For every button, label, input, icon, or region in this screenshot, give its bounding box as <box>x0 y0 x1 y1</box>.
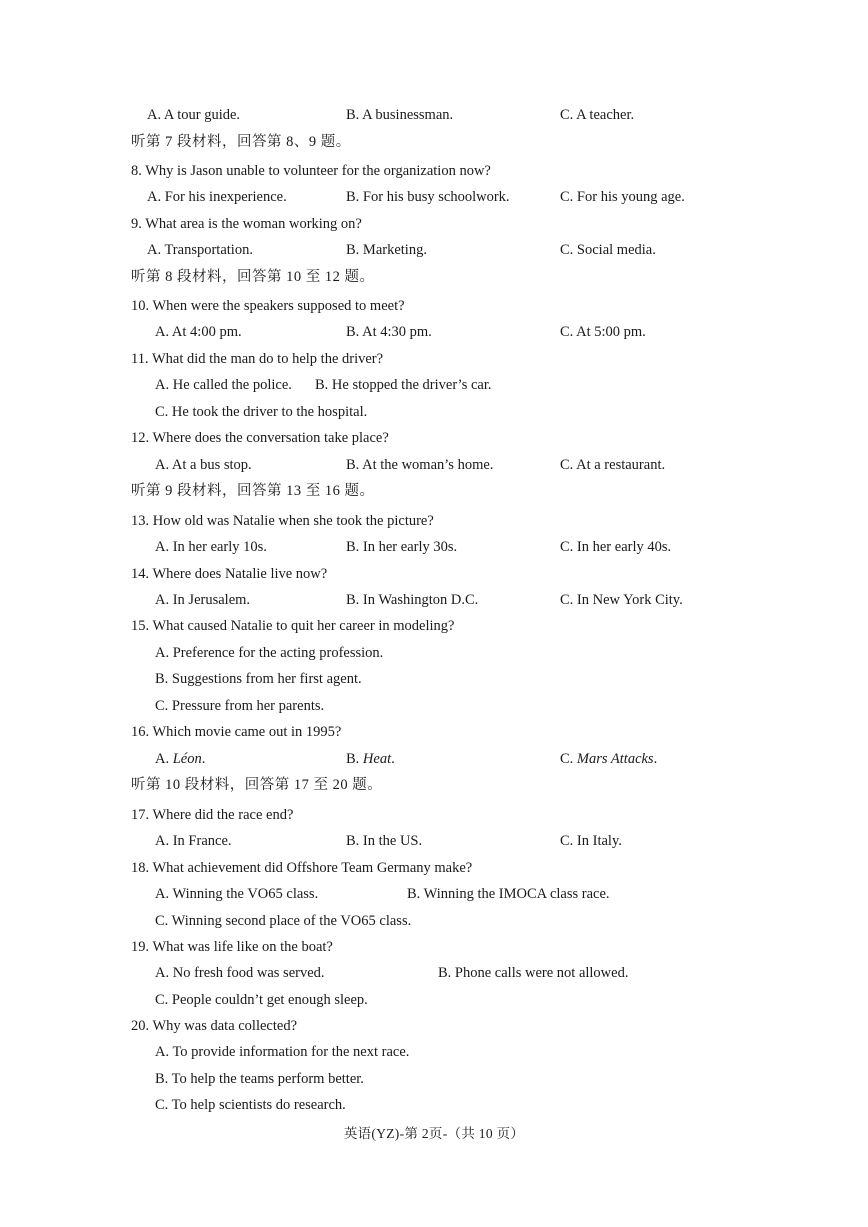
q11-option-c: C. He took the driver to the hospital. <box>155 404 368 420</box>
q18-option-a: A. Winning the VO65 class. <box>155 886 319 902</box>
q16-question: 16. Which movie came out in 1995? <box>131 724 342 740</box>
q18-option-c: C. Winning second place of the VO65 class. <box>155 913 412 929</box>
q16-option-c-title: Mars Attacks <box>576 751 654 767</box>
q9-option-c: C. Social media. <box>560 242 656 258</box>
q17-option-a: A. In France. <box>155 833 232 849</box>
q14-option-b: B. In Washington D.C. <box>346 592 479 608</box>
q12-question: 12. Where does the conversation take place? <box>131 430 389 446</box>
q8-question: 8. Why is Jason unable to volunteer for the organization now? <box>131 163 491 179</box>
q8-option-a: A. For his inexperience. <box>147 189 287 205</box>
q20-option-a: A. To provide information for the next race. <box>155 1044 410 1060</box>
q12-option-b: B. At the woman’s home. <box>346 457 494 473</box>
q10-option-b: B. At 4:30 pm. <box>346 324 432 340</box>
q20-question: 20. Why was data collected? <box>131 1018 298 1034</box>
q15-question: 15. What caused Natalie to quit her career in modeling? <box>131 618 455 634</box>
q13-option-b: B. In her early 30s. <box>346 539 458 555</box>
q13-question: 13. How old was Natalie when she took the picture? <box>131 513 434 529</box>
q15-option-b: B. Suggestions from her first agent. <box>155 671 362 687</box>
q19-question: 19. What was life like on the boat? <box>131 939 333 955</box>
q11-option-a: A. He called the police. <box>155 377 292 393</box>
section-10-heading: 听第 10 段材料，回答第 17 至 20 题。 <box>131 777 383 793</box>
q10-question: 10. When were the speakers supposed to meet? <box>131 298 405 314</box>
q9-option-b: B. Marketing. <box>346 242 427 258</box>
q16-option-a: A. Léon. <box>155 751 206 767</box>
q16-option-a-title: Léon <box>172 751 202 767</box>
q11-option-b: B. He stopped the driver’s car. <box>315 377 492 393</box>
q12-option-a: A. At a bus stop. <box>155 457 252 473</box>
q15-option-c: C. Pressure from her parents. <box>155 698 325 714</box>
q17-question: 17. Where did the race end? <box>131 807 294 823</box>
page-footer: 英语(YZ)-第 2页-（共 10 页） <box>343 1126 525 1141</box>
q16-option-c: C. Mars Attacks. <box>560 751 658 767</box>
q10-option-a: A. At 4:00 pm. <box>155 324 242 340</box>
q7-option-a: A. A tour guide. <box>147 107 241 123</box>
q11-question: 11. What did the man do to help the driver? <box>131 351 384 367</box>
q7-option-c: C. A teacher. <box>560 107 635 123</box>
q18-option-b: B. Winning the IMOCA class race. <box>407 886 610 902</box>
section-7-heading: 听第 7 段材料，回答第 8、9 题。 <box>131 134 351 150</box>
q12-option-c: C. At a restaurant. <box>560 457 666 473</box>
q9-option-a: A. Transportation. <box>147 242 253 258</box>
q8-option-b: B. For his busy schoolwork. <box>346 189 510 205</box>
q16-option-b: B. Heat. <box>346 751 395 767</box>
q15-option-a: A. Preference for the acting profession. <box>155 645 384 661</box>
q10-option-c: C. At 5:00 pm. <box>560 324 646 340</box>
q8-option-c: C. For his young age. <box>560 189 685 205</box>
q16-option-b-title: Heat <box>362 751 392 767</box>
q18-question: 18. What achievement did Offshore Team Germany make? <box>131 860 473 876</box>
q14-question: 14. Where does Natalie live now? <box>131 566 328 582</box>
q19-option-a: A. No fresh food was served. <box>155 965 325 981</box>
q7-option-b: B. A businessman. <box>346 107 454 123</box>
section-9-heading: 听第 9 段材料，回答第 13 至 16 题。 <box>131 483 375 499</box>
q14-option-a: A. In Jerusalem. <box>155 592 251 608</box>
q19-option-c: C. People couldn’t get enough sleep. <box>155 992 368 1008</box>
q14-option-c: C. In New York City. <box>560 592 683 608</box>
q13-option-c: C. In her early 40s. <box>560 539 672 555</box>
q9-question: 9. What area is the woman working on? <box>131 216 362 232</box>
q17-option-c: C. In Italy. <box>560 833 622 849</box>
section-8-heading: 听第 8 段材料，回答第 10 至 12 题。 <box>131 269 375 285</box>
q17-option-b: B. In the US. <box>346 833 423 849</box>
q19-option-b: B. Phone calls were not allowed. <box>438 965 629 981</box>
q20-option-c: C. To help scientists do research. <box>155 1097 346 1113</box>
q13-option-a: A. In her early 10s. <box>155 539 267 555</box>
q20-option-b: B. To help the teams perform better. <box>155 1071 364 1087</box>
